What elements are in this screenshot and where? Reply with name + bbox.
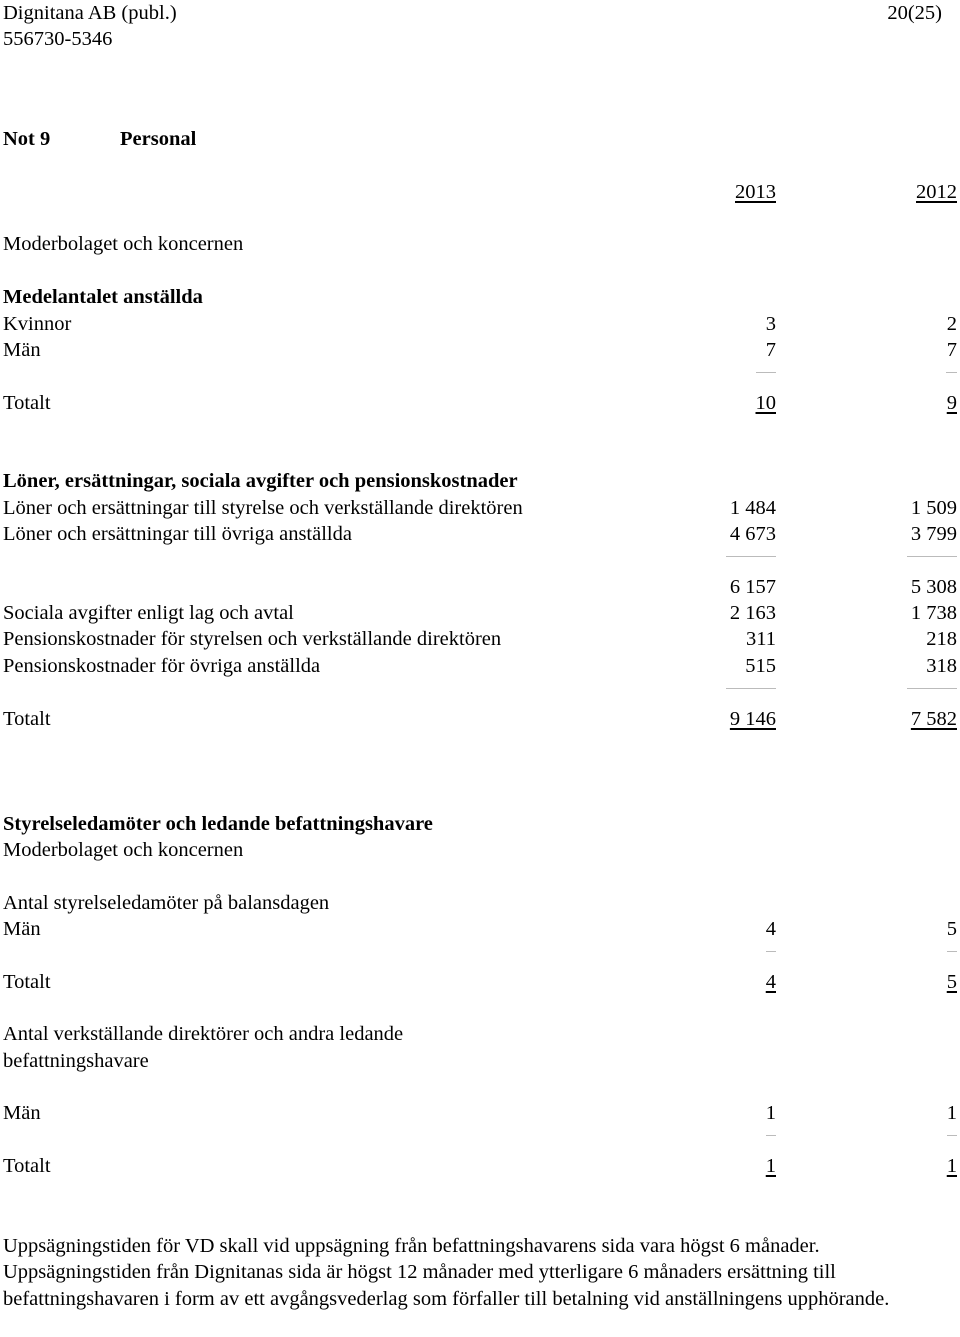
sum-rule (726, 556, 776, 557)
row-value-2013: 4 (765, 918, 776, 940)
row-label: Män (3, 1102, 41, 1124)
sum-rule (907, 688, 957, 689)
notice-period-paragraph: Uppsägningstiden för VD skall vid uppsägning från befattningshavarens sida vara högst 6 månader. Uppsägningstiden från Dignitanas sida är högst 12 månader med ytterligare 6 månaders ersättning till befattningshavaren i form av ett avgångsvederlag som förfaller till betalning vid anställningens upphörande. (3, 1235, 890, 1310)
row-value-2013: 4 673 (729, 523, 776, 545)
board-heading: Antal styrelseledamöter på balansdagen (3, 892, 330, 914)
section3-label: Moderbolaget och koncernen (3, 839, 244, 861)
row-value-2013: 3 (765, 313, 776, 335)
row-value-2012: 1 509 (910, 497, 957, 519)
row-value-2012: 7 (946, 339, 957, 361)
row-value-2013: 2 163 (729, 602, 776, 624)
total-label: Totalt (3, 1155, 51, 1177)
sum-rule (726, 688, 776, 689)
total-label: Totalt (3, 708, 51, 730)
exec-heading-line2: befattningshavare (3, 1050, 149, 1072)
subtotal-value-2012: 5 308 (910, 576, 957, 598)
row-value-2013: 311 (746, 628, 776, 650)
total-value-2013: 1 (765, 1155, 776, 1177)
subtotal-value-2013: 6 157 (729, 576, 776, 598)
row-label: Pensionskostnader för styrelsen och verkställande direktören (3, 628, 502, 650)
note-number: Not 9 (3, 128, 51, 150)
row-value-2012: 1 (946, 1102, 957, 1124)
row-label: Män (3, 339, 41, 361)
row-label: Löner och ersättningar till övriga anställda (3, 523, 352, 545)
page-number: 20(25) (887, 2, 942, 24)
section1-label: Moderbolaget och koncernen (3, 233, 244, 255)
year-2012-header: 2012 (916, 181, 957, 203)
total-label: Totalt (3, 971, 51, 993)
section1-heading: Medelantalet anställda (3, 286, 203, 308)
row-value-2013: 7 (765, 339, 776, 361)
section2-heading: Löner, ersättningar, sociala avgifter och pensionskostnader (3, 470, 518, 492)
total-value-2012: 7 582 (910, 708, 957, 730)
exec-heading-line1: Antal verkställande direktörer och andra ledande (3, 1023, 404, 1045)
row-value-2012: 1 738 (910, 602, 957, 624)
sum-rule (766, 951, 776, 952)
row-value-2013: 1 484 (729, 497, 776, 519)
row-value-2012: 5 (946, 918, 957, 940)
row-value-2012: 3 799 (910, 523, 957, 545)
sum-rule (756, 372, 776, 373)
row-label: Kvinnor (3, 313, 72, 335)
sum-rule (947, 951, 957, 952)
note-title: Personal (120, 128, 197, 150)
sum-rule (907, 556, 957, 557)
company-name: Dignitana AB (publ.) (3, 2, 177, 24)
total-value-2013: 10 (755, 392, 776, 414)
year-2013-header: 2013 (735, 181, 776, 203)
total-value-2013: 9 146 (729, 708, 776, 730)
total-value-2012: 1 (946, 1155, 957, 1177)
row-value-2013: 1 (765, 1102, 776, 1124)
row-label: Pensionskostnader för övriga anställda (3, 655, 321, 677)
row-value-2012: 218 (926, 628, 957, 650)
total-value-2013: 4 (765, 971, 776, 993)
row-value-2012: 318 (926, 655, 957, 677)
row-value-2013: 515 (745, 655, 776, 677)
org-number: 556730-5346 (3, 28, 113, 50)
sum-rule (947, 1135, 957, 1136)
total-value-2012: 9 (946, 392, 957, 414)
section3-heading: Styrelseledamöter och ledande befattningshavare (3, 813, 433, 835)
row-label: Sociala avgifter enligt lag och avtal (3, 602, 294, 624)
row-label: Löner och ersättningar till styrelse och verkställande direktören (3, 497, 523, 519)
sum-rule (766, 1135, 776, 1136)
sum-rule (946, 372, 957, 373)
total-label: Totalt (3, 392, 51, 414)
row-label: Män (3, 918, 41, 940)
row-value-2012: 2 (946, 313, 957, 335)
total-value-2012: 5 (946, 971, 957, 993)
